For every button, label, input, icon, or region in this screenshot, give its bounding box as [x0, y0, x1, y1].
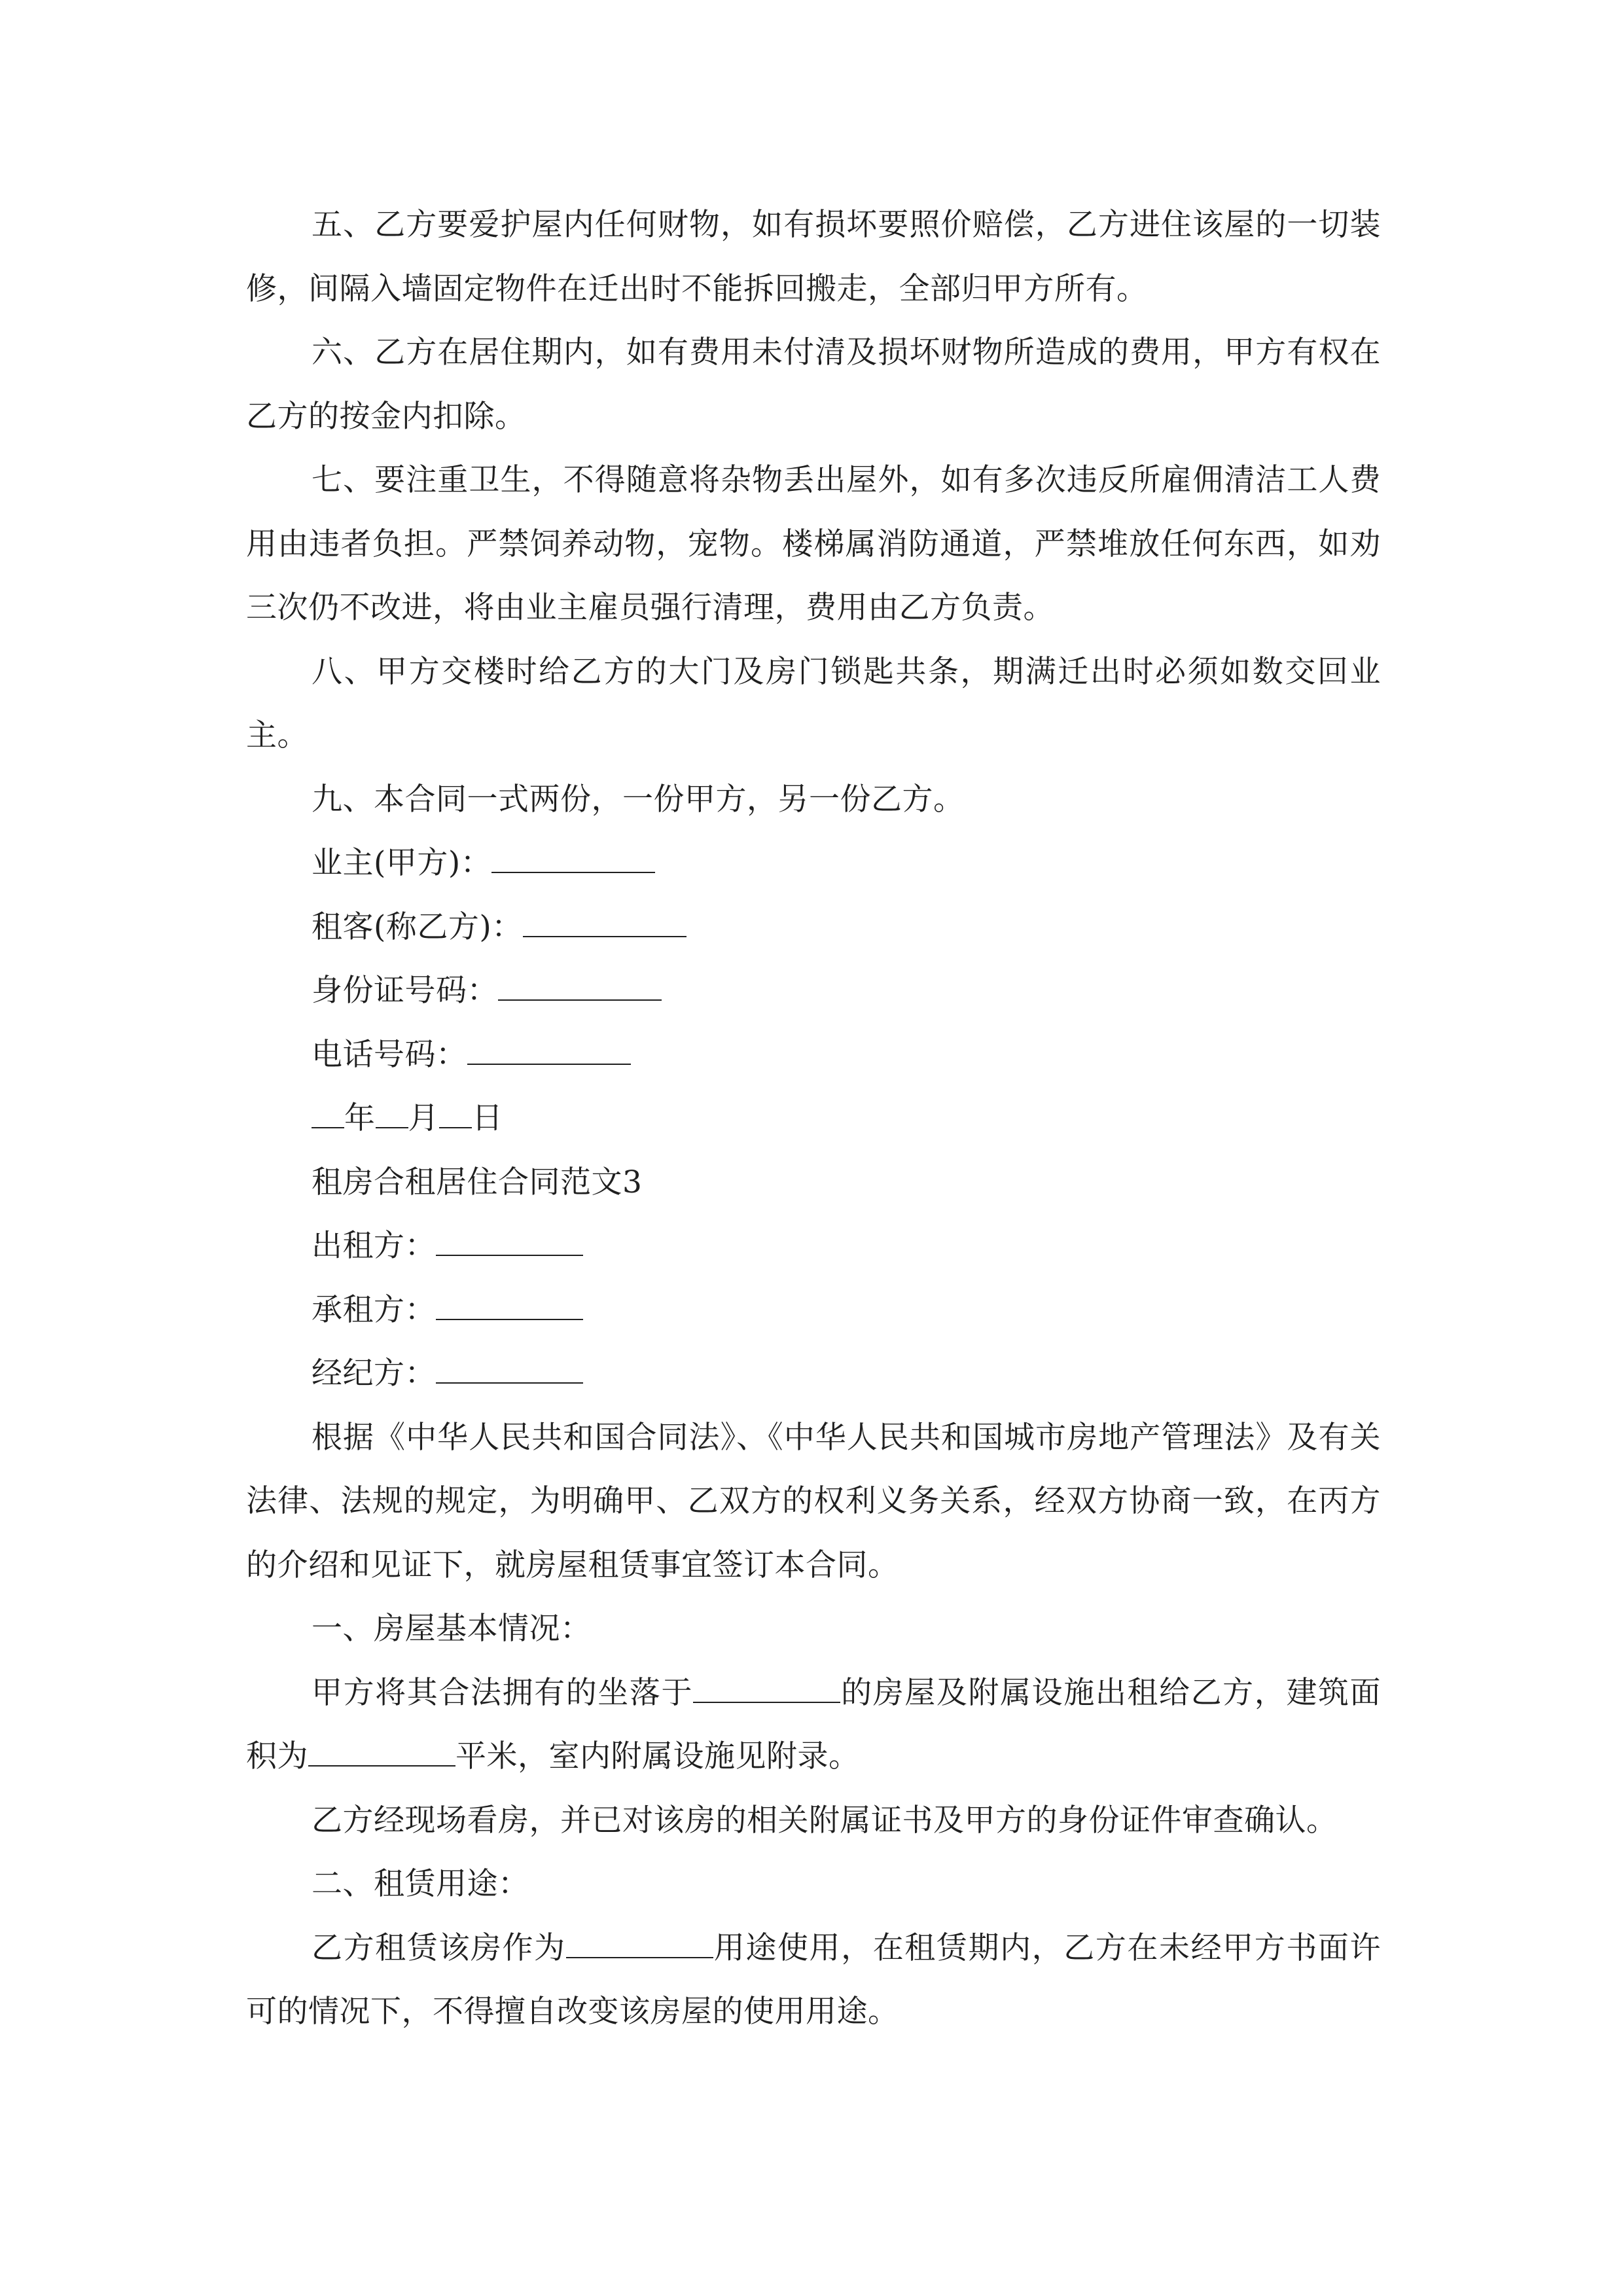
section-1-title: 一、房屋基本情况： [312, 1611, 592, 1647]
month-label: 月 [408, 1100, 439, 1136]
id-number-blank [498, 976, 662, 1001]
date-line [246, 1086, 1381, 1151]
year-blank [312, 1103, 344, 1128]
clause-6: 六、乙方在居住期内，如有费用未付清及损坏财物所造成的费用，甲方有权在乙方的按金内扣除。 [246, 334, 1381, 435]
clause-8: 八、甲方交楼时给乙方的大门及房门锁匙共条，期满迁出时必须如数交回业主。 [246, 653, 1381, 753]
tenant-signature-line [246, 895, 1381, 960]
usage-blank [566, 1933, 713, 1958]
section-2-text-b: 用途使用，在租赁期内，乙方在未经甲方书面许可的情况下，不得擅自改变该房屋的使用用途。 [246, 1929, 1382, 2030]
tenant-blank [523, 912, 687, 937]
clause-7: 七、要注重卫生，不得随意将杂物丢出屋外，如有多次违反所雇佣清洁工人费用由违者负担。严禁饲养动物，宠物。楼梯属消防通道，严禁堆放任何东西，如劝三次仍不改进，将由业主雇员强行清理，费用由乙方负责。 [246, 462, 1381, 626]
section-1-paragraph-1 [246, 1661, 1381, 1789]
clause-9: 九、本合同一式两份，一份甲方，另一份乙方。 [312, 781, 965, 817]
broker-label: 经纪方： [312, 1355, 436, 1391]
section-2-paragraph-1 [246, 1916, 1381, 2044]
owner-blank [491, 848, 655, 873]
day-label: 日 [472, 1100, 503, 1136]
lessor-line [246, 1214, 1381, 1278]
phone-label: 电话号码： [312, 1036, 467, 1073]
lessee-blank [436, 1295, 583, 1320]
month-blank [376, 1103, 408, 1128]
id-number-label: 身份证号码： [312, 973, 498, 1009]
phone-blank [467, 1040, 631, 1065]
clause-5: 五、乙方要爱护屋内任何财物，如有损坏要照价赔偿，乙方进住该屋的一切装修，间隔入墙固定物件在迁出时不能拆回搬走，全部归甲方所有。 [246, 207, 1381, 307]
lessee-line [246, 1278, 1381, 1342]
section-1-text-c: 平米，室内附属设施见附录。 [455, 1738, 860, 1774]
tenant-label: 租客(称乙方)： [312, 908, 523, 945]
location-blank [693, 1678, 840, 1703]
owner-signature-line [246, 831, 1381, 895]
day-blank [439, 1103, 472, 1128]
contract-preamble: 根据《中华人民共和国合同法》、《中华人民共和国城市房地产管理法》及有关法律、法规的规定，为明确甲、乙双方的权利义务关系，经双方协商一致，在丙方的介绍和见证下，就房屋租赁事宜签订本合同。 [246, 1419, 1381, 1583]
owner-label: 业主(甲方)： [312, 845, 492, 881]
broker-line [246, 1342, 1381, 1406]
section-1-text-a: 甲方将其合法拥有的坐落于 [312, 1674, 694, 1711]
section-1-paragraph-2: 乙方经现场看房，并已对该房的相关附属证书及甲方的身份证件审查确认。 [312, 1802, 1338, 1839]
contract-3-title: 租房合租居住合同范文3 [312, 1164, 643, 1200]
area-blank [308, 1742, 455, 1767]
lessee-label: 承租方： [312, 1291, 436, 1328]
section-2-title: 二、租赁用途： [312, 1866, 529, 1902]
year-label: 年 [344, 1100, 376, 1136]
section-1-text-b: 的房屋及附属设施出租给乙方，建筑面积为 [246, 1674, 1382, 1774]
section-2-text-a: 乙方租赁该房作为 [312, 1929, 566, 1966]
lessor-blank [436, 1231, 583, 1256]
broker-blank [436, 1359, 583, 1384]
document-body [246, 193, 1381, 2044]
id-number-line [246, 959, 1381, 1023]
lessor-label: 出租方： [312, 1228, 436, 1264]
phone-line [246, 1023, 1381, 1087]
